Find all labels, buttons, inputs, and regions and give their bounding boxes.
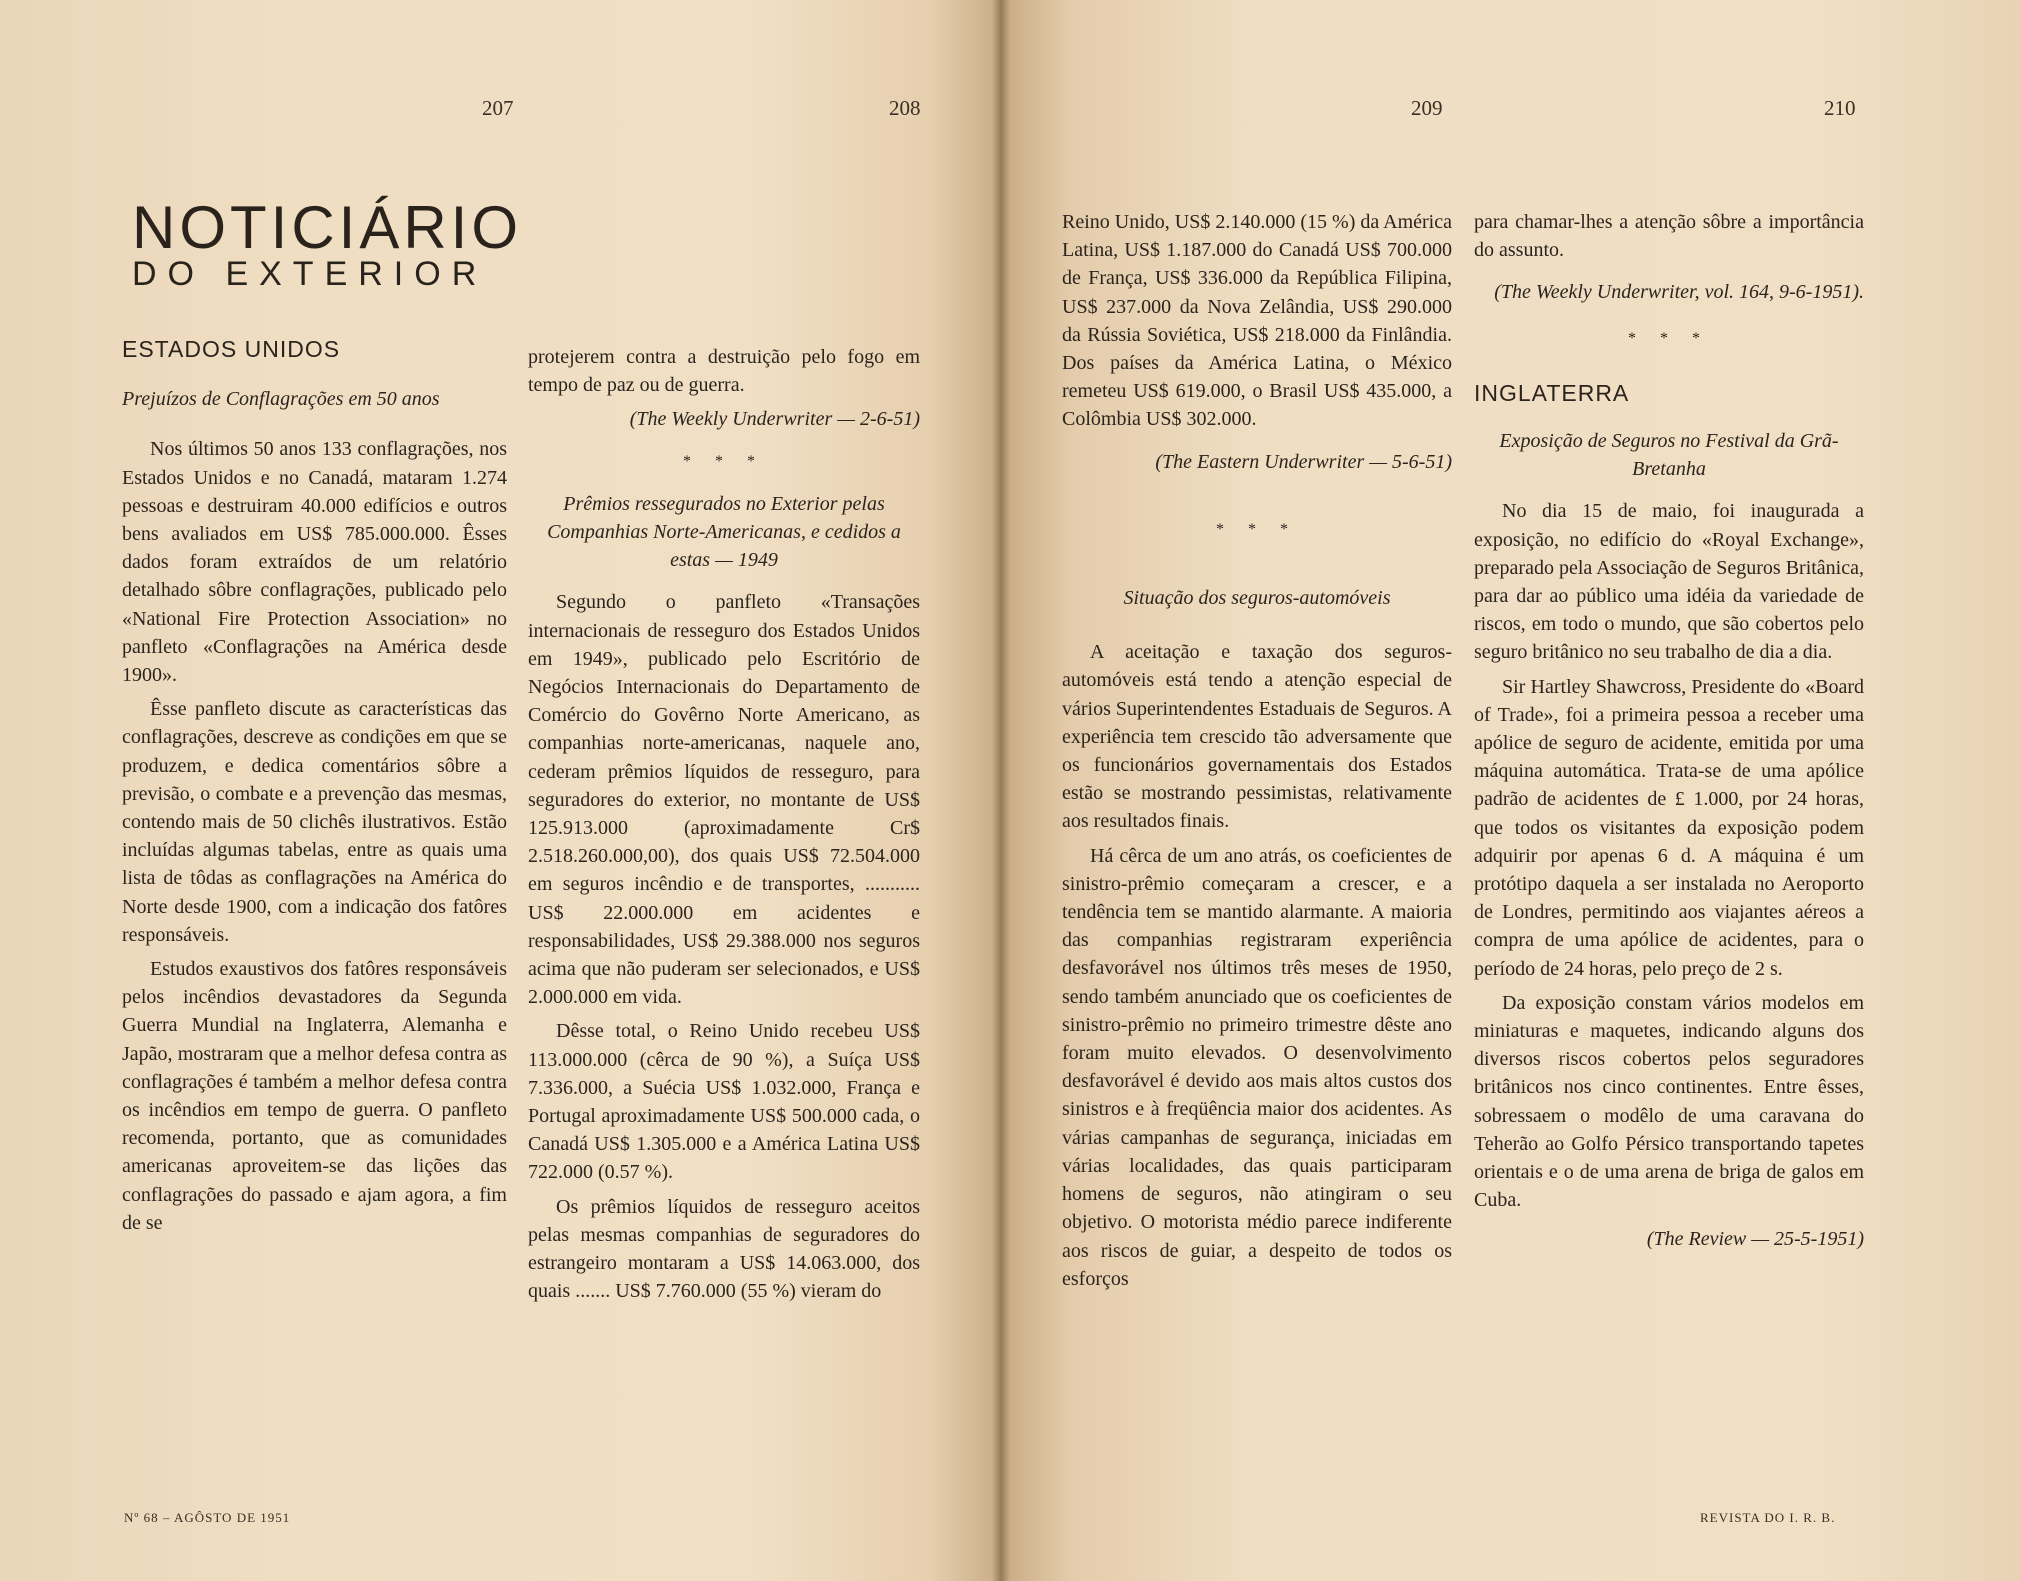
paragraph: Estudos exaustivos dos fatôres responsáveis pelos incêndios devastadores da Segunda Guerra Mundial na Inglaterra, Alemanha e Japão, mostraram que a melhor defesa contra as conflagrações é também a melhor defesa contra os incêndios em tempo de guerra. O panfleto recomenda, portanto, que as comunidades americanas aproveitem-se das lições das conflagrações do passado e ajam agora, a fim de se: [122, 958, 507, 1234]
page-number-209: 209: [1411, 96, 1443, 120]
paragraph: Dêsse total, o Reino Unido recebeu US$ 113.000.000 (cêrca de 90 %), a Suíça US$ 7.336.000, a Suécia US$ 1.032.000, França e Portugal aproximadamente US$ 500.000 cada, o Canadá US$ 1.305.000 e a América Latina US$ 722.000 (0.57 %).: [528, 1020, 920, 1184]
article-subtitle: Prejuízos de Conflagrações em 50 anos: [122, 388, 440, 411]
book-gutter: [992, 0, 1010, 1581]
paragraph: para chamar-lhes a atenção sôbre a importância do assunto.: [1474, 211, 1864, 262]
paragraph: Da exposição constam vários modelos em miniaturas e maquetes, indicando alguns dos diversos riscos cobertos pelos seguradores britânicos nos cinco continentes. Entre êsses, sobressaem o modêlo de uma caravana do Teherão ao Golfo Pérsico transportando tapetes orientais e o de uma arena de briga de galos em Cuba.: [1474, 991, 1864, 1212]
article-subtitle: Situação dos seguros-automóveis: [1123, 587, 1391, 610]
column-3: [1062, 208, 1452, 1293]
paragraph: Êsse panfleto discute as características das conflagrações, descreve as condições em que se produzem, e dedica comentários sôbre a previsão, o combate e a prevenção das mesmas, contendo mais de 50 clichês ilustrativos. Estão incluídas algumas tabelas, entre as quais uma lista de tôdas as conflagrações na América do Norte desde 1900, com a indicação dos fatôres responsáveis.: [122, 698, 507, 946]
section-title: NOTICIÁRIO: [132, 194, 523, 261]
paragraph: A aceitação e taxação dos seguros-automóveis está tendo a atenção especial de vários Superintendentes Estaduais de Seguros. A experiência tem crescido tão adversamente que os funcionários governamentais dos Estados estão se mostrando pessimistas, relativamente aos resultados finais.: [1062, 641, 1452, 833]
article-subtitle: Prêmios ressegurados no Exterior pelas Companhias Norte-Americanas, e cedidos a estas — 1949: [547, 492, 901, 572]
paragraph: Nos últimos 50 anos 133 conflagrações, nos Estados Unidos e no Canadá, mataram 1.274 pessoas e destruiram 40.000 edifícios e outros bens avaliados em US$ 785.000.000. Êsses dados foram extraídos de um relatório detalhado sôbre conflagrações, publicado pelo «National Fire Protection Association» no panfleto «Conflagrações na América desde 1900».: [122, 438, 507, 687]
separator-stars: * * *: [683, 452, 765, 470]
source-citation: (The Review — 25-5-1951): [1646, 1227, 1864, 1250]
page-number-210: 210: [1824, 96, 1856, 120]
footer-issue: Nº 68 – AGÔSTO DE 1951: [124, 1510, 291, 1525]
source-citation: (The Eastern Underwriter — 5-6-51): [1155, 450, 1452, 473]
column-4: [1474, 208, 1864, 1253]
paragraph: Sir Hartley Shawcross, Presidente do «Board of Trade», foi a primeira pessoa a receber uma apólice de seguro de acidente, emitida por uma máquina automática. Trata-se de uma apólice padrão de acidentes de £ 1.000, por 24 horas, que todos os visitantes da exposição podem adquirir por apenas 6 d. A máquina é um protótipo daquela a ser instalada no Aeroporto de Londres, permitindo aos viajantes aéreos a compra de uma apólice de acidentes, para o período de 24 horas, pelo preço de 2 s.: [1474, 675, 1864, 980]
separator-stars: * * *: [1216, 520, 1298, 538]
column-2: [528, 343, 920, 1306]
country-heading-usa: ESTADOS UNIDOS: [122, 336, 341, 362]
footer-magazine: REVISTA DO I. R. B.: [1700, 1510, 1836, 1525]
column-1: [122, 335, 507, 1237]
source-citation: (The Weekly Underwriter — 2-6-51): [629, 408, 920, 431]
paragraph: Reino Unido, US$ 2.140.000 (15 %) da América Latina, US$ 1.187.000 do Canadá US$ 700.000 de França, US$ 336.000 da República Filipina, US$ 237.000 da Nova Zelândia, US$ 290.000 da Rússia Soviética, US$ 218.000 da Finlândia. Dos países da América Latina, o México remeteu US$ 619.000, o Brasil US$ 435.000, a Colômbia US$ 302.000.: [1062, 211, 1452, 431]
article-subtitle: Exposição de Seguros no Festival da Grã-Bretanha: [1499, 430, 1839, 481]
source-citation: (The Weekly Underwriter, vol. 164, 9-6-1951).: [1494, 281, 1864, 304]
paragraph: protejerem contra a destruição pelo fogo em tempo de paz ou de guerra.: [528, 346, 920, 397]
paragraph: No dia 15 de maio, foi inaugurada a exposição, no edifício do «Royal Exchange», preparado pela Associação de Seguros Britânica, para dar ao público uma idéia da variedade de riscos, em todo o mundo, que são cobertos pelo seguro britânico no seu trabalho de dia a dia.: [1474, 500, 1864, 664]
separator-stars: * * *: [1628, 329, 1710, 347]
paragraph: Os prêmios líquidos de resseguro aceitos pelas mesmas companhias de seguradores do estrangeiro montaram a US$ 14.063.000, dos quais ....... US$ 7.760.000 (55 %) vieram do: [528, 1195, 920, 1303]
page-number-208: 208: [889, 96, 921, 120]
paragraph: Segundo o panfleto «Transações internacionais de resseguro dos Estados Unidos em 1949», publicado pelo Escritório de Negócios Internacionais do Departamento de Comércio do Govêrno Norte Americano, as companhias norte-americanas, naquele ano, cederam prêmios líquidos de resseguro, para seguradores do exterior, no montante de US$ 125.913.000 (aproximadamente Cr$ 2.518.260.000,00), dos quais US$ 72.504.000 em seguros incêndio e de transportes, ........... US$ 22.000.000 em acidentes e responsabilidades, US$ 29.388.000 nos seguros acima que não puderam ser selecionados, e US$ 2.000.000 em vida.: [528, 591, 920, 1009]
country-heading-england: INGLATERRA: [1474, 379, 1630, 406]
paragraph: Há cêrca de um ano atrás, os coeficientes de sinistro-prêmio começaram a crescer, e a tendência tem se mantido alarmante. A maioria das companhias registraram experiência desfavorável nos últimos três meses de 1950, sendo também anunciado que os coeficientes de sinistro-prêmio no primeiro trimestre dêste ano foram muito elevados. O desenvolvimento desfavorável é devido aos mais altos custos dos sinistros e à freqüência maior dos acidentes. As várias campanhas de segurança, iniciadas em várias localidades, das quais participaram homens de seguros, não atingiram o seu objetivo. O motorista médio parece indiferente aos riscos de guiar, a despeito de todos os esforços: [1062, 844, 1452, 1290]
section-subtitle: DO EXTERIOR: [132, 255, 488, 293]
page-number-207: 207: [482, 96, 514, 120]
